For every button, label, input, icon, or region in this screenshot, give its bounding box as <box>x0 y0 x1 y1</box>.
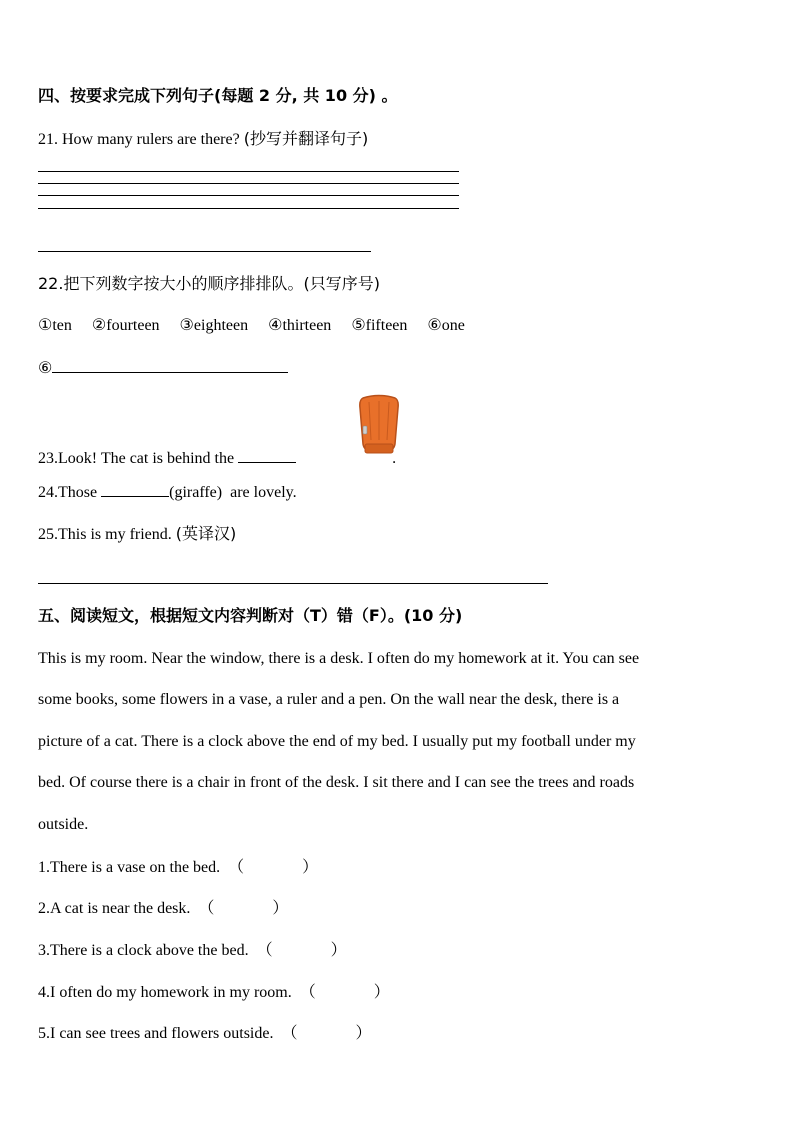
passage-line-5: outside. <box>38 816 89 833</box>
q21-text: . How many rulers are there? <box>54 131 244 148</box>
q22-option-1: ①ten <box>38 317 72 334</box>
q23-text: 23.Look! The cat is behind the <box>38 450 239 467</box>
q21-answer-line-1[interactable] <box>38 171 459 172</box>
q21-answer-line-3[interactable] <box>38 195 459 196</box>
q22-option-3: ③eighteen <box>179 317 249 334</box>
tf-answer-4-open: （ <box>299 982 316 1001</box>
q22-text: 22.把下列数字按大小的顺序排排队。(只写序号) <box>38 274 380 293</box>
tf-answer-4-close: ） <box>373 982 390 1001</box>
tf-question-4 <box>38 982 390 1003</box>
q21-number: 21 <box>38 131 54 148</box>
tf-question-3-text: 3.There is a clock above the bed. <box>38 942 249 959</box>
question-24 <box>38 482 297 503</box>
question-23 <box>38 448 396 469</box>
tf-answer-1-open: （ <box>228 857 245 876</box>
question-22 <box>38 274 380 295</box>
passage-line-3: picture of a cat. There is a clock above the end of my bed. I usually put my football under my <box>38 733 636 750</box>
q22-answer-prefix: ⑥ <box>38 360 53 377</box>
tf-question-1-text: 1.There is a vase on the bed. <box>38 859 221 876</box>
question-21 <box>38 129 368 150</box>
tf-answer-5-close: ） <box>355 1023 372 1042</box>
tf-answer-3-open: （ <box>256 940 273 959</box>
q21-answer-line-4[interactable] <box>38 208 459 209</box>
q24-before: 24.Those <box>38 484 102 501</box>
q25-answer-line[interactable] <box>38 583 548 584</box>
tf-question-3 <box>38 940 347 961</box>
passage-line-2: some books, some flowers in a vase, a ruler and a pen. On the wall near the desk, there is a <box>38 691 620 708</box>
q22-option-2: ②fourteen <box>91 317 160 334</box>
q24-blank[interactable] <box>101 482 169 497</box>
tf-answer-2-open: （ <box>198 898 215 917</box>
tf-answer-2-close: ） <box>272 898 289 917</box>
section-4-title: 四、按要求完成下列句子(每题 2 分, 共 10 分) 。 <box>38 86 398 105</box>
q25-hint: (英译汉) <box>175 524 237 543</box>
q23-end: . <box>392 450 397 467</box>
tf-question-5-text: 5.I can see trees and flowers outside. <box>38 1025 274 1042</box>
section-5-title: 五、阅读短文，根据短文内容判断对（T）错（F）。(10 分) <box>38 606 463 625</box>
q22-answer <box>38 358 288 379</box>
q23-blank[interactable] <box>238 448 296 463</box>
tf-question-2-text: 2.A cat is near the desk. <box>38 900 191 917</box>
question-25 <box>38 524 236 545</box>
tf-question-1 <box>38 857 318 878</box>
passage-line-1: This is my room. Near the window, there is a desk. I often do my homework at it. You can see <box>38 650 640 667</box>
q22-answer-blank[interactable] <box>52 358 288 373</box>
q22-option-5: ⑤fifteen <box>351 317 408 334</box>
q25-text: 25.This is my friend. <box>38 526 176 543</box>
q24-after: (giraffe) are lovely. <box>169 484 297 501</box>
q22-options <box>38 316 485 336</box>
q22-option-6: ⑥one <box>427 317 465 334</box>
tf-answer-3-close: ） <box>330 940 347 959</box>
q21-translation-line[interactable] <box>38 251 371 252</box>
q22-option-4: ④thirteen <box>268 317 332 334</box>
tf-question-2 <box>38 898 288 919</box>
tf-question-4-text: 4.I often do my homework in my room. <box>38 984 292 1001</box>
passage-line-4: bed. Of course there is a chair in front of the desk. I sit there and I can see the trees and roads <box>38 774 635 791</box>
tf-question-5 <box>38 1023 372 1044</box>
q21-answer-line-2[interactable] <box>38 183 459 184</box>
tf-answer-1-close: ） <box>302 857 319 876</box>
q21-hint: (抄写并翻译句子) <box>243 129 369 148</box>
tf-answer-5-open: （ <box>281 1023 298 1042</box>
